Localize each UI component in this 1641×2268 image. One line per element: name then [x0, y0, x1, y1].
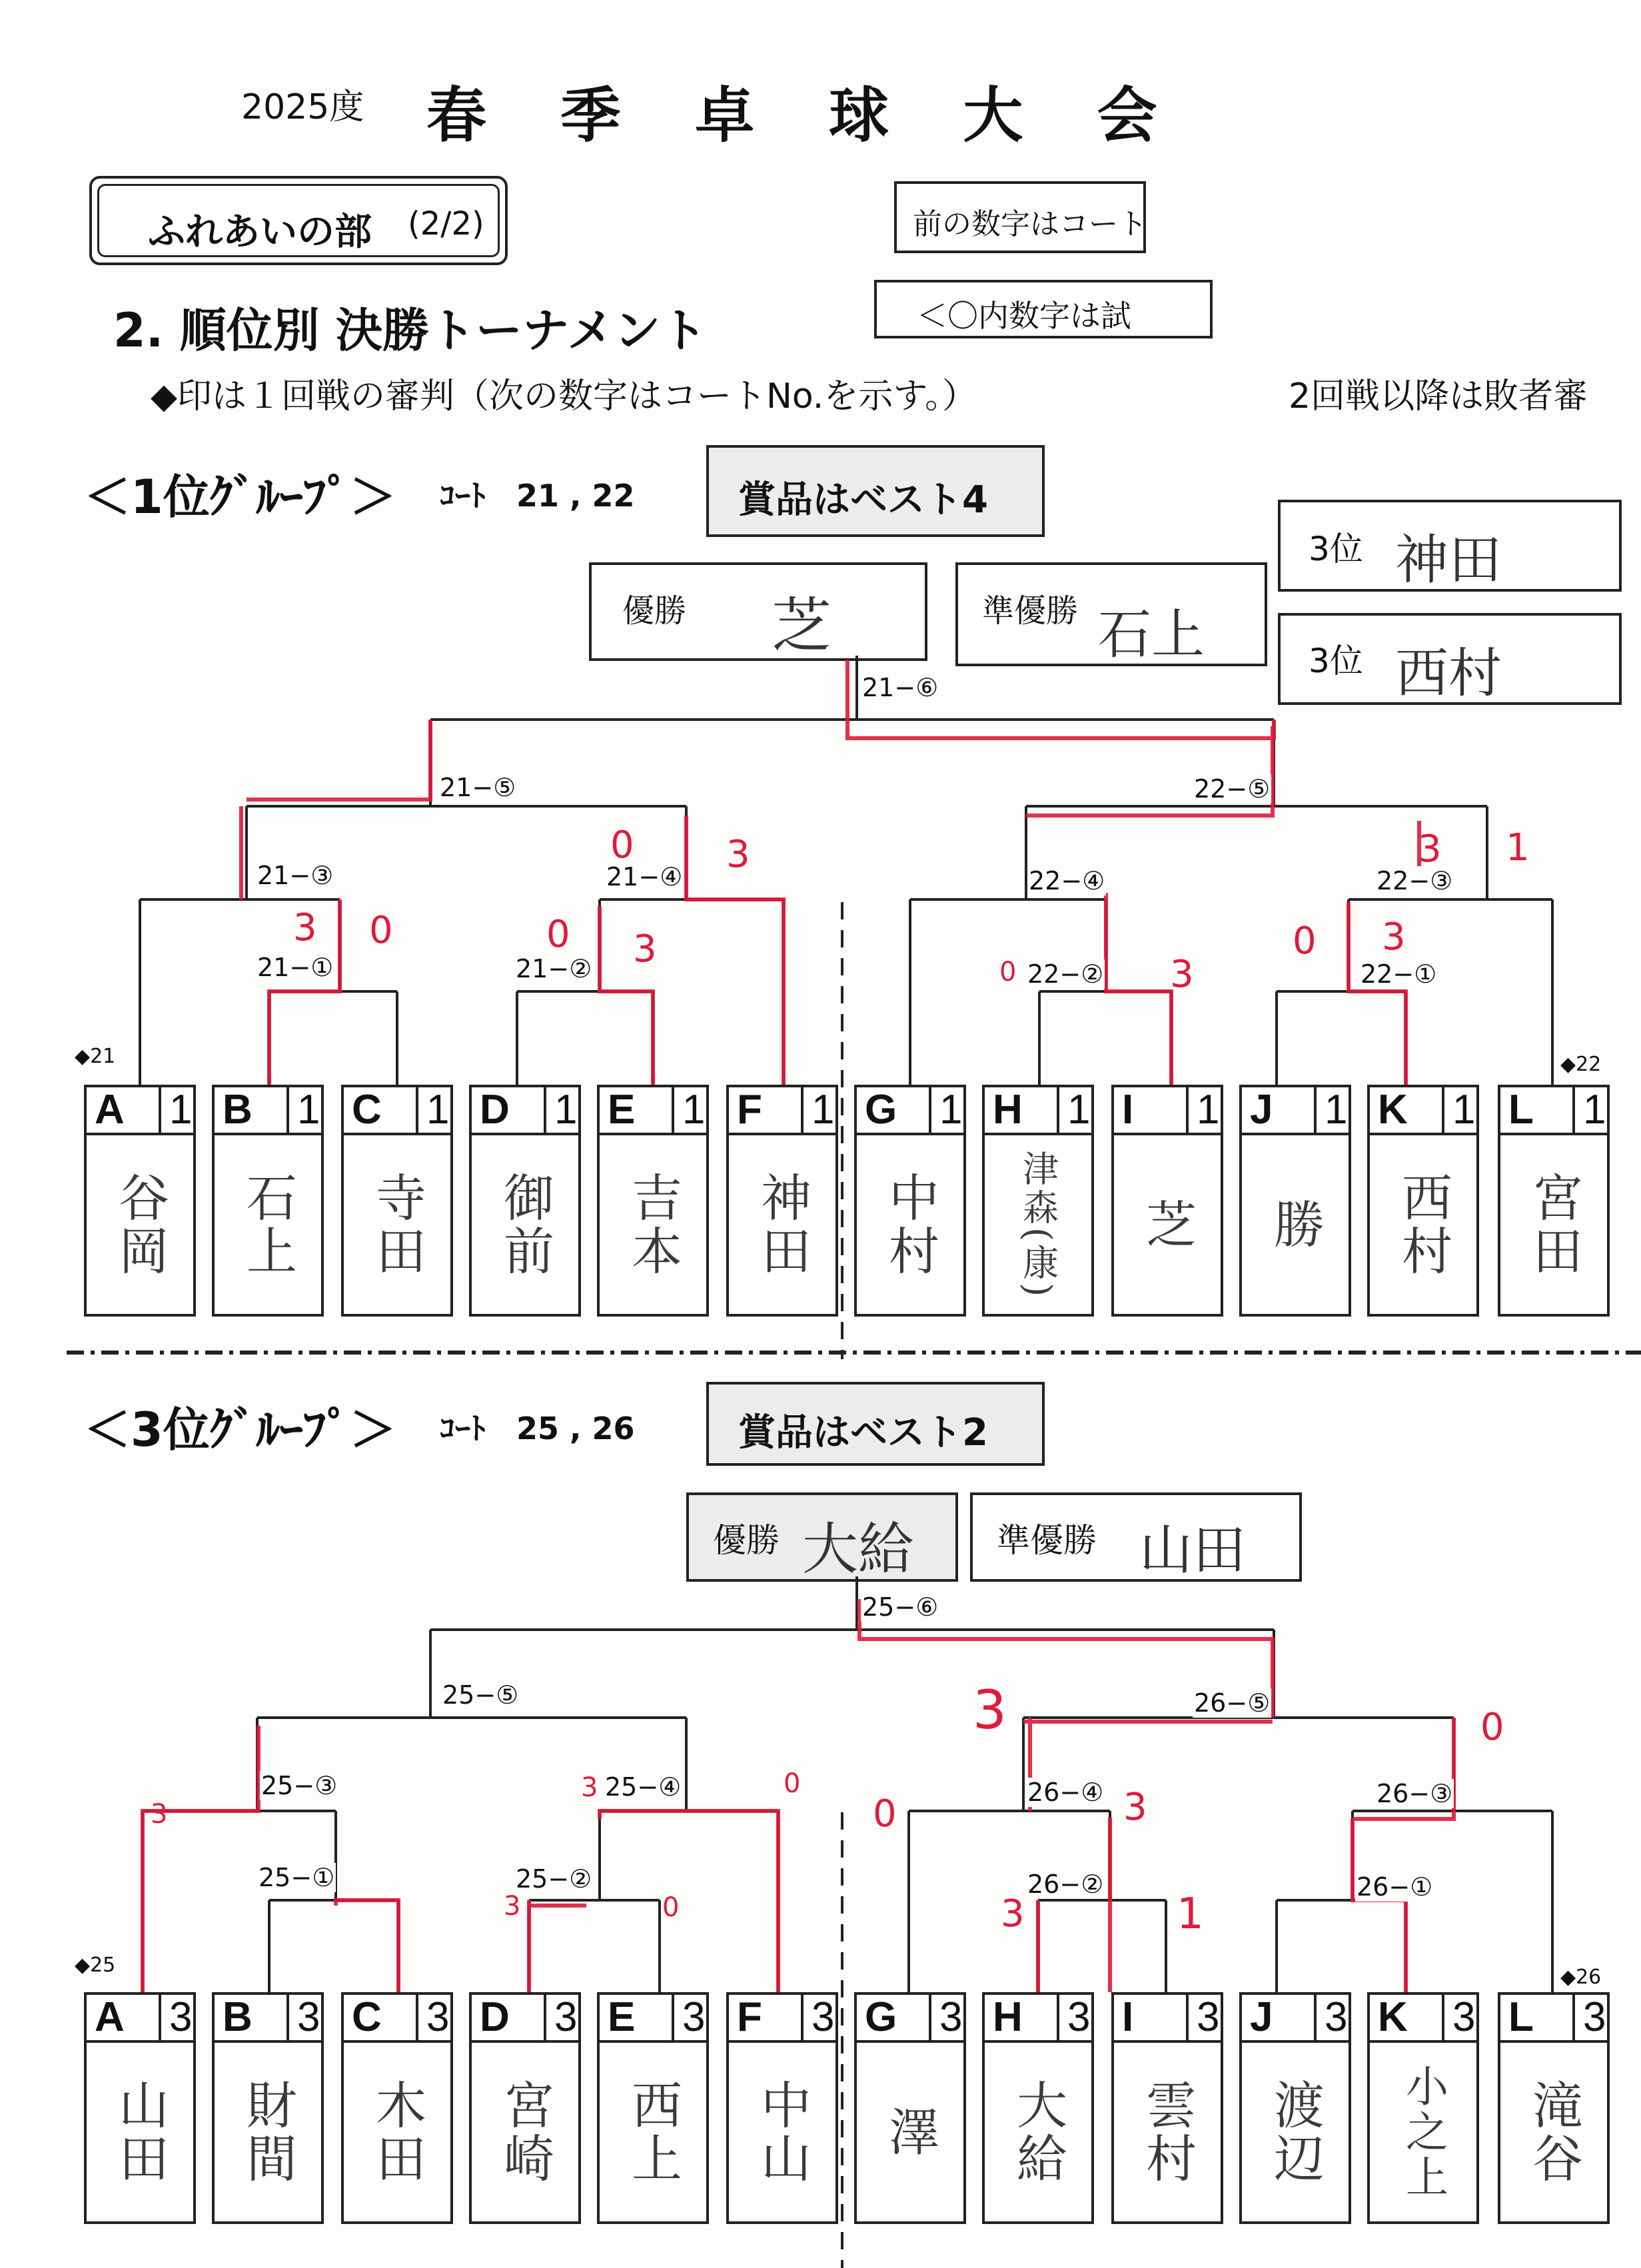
g3-match-r1d: 26−①: [1357, 1872, 1433, 1902]
g3-player-d-letter: D: [480, 1994, 510, 2040]
g3-score-4: 0: [784, 1768, 801, 1799]
group3-title: ＜3位ｸﾞﾙｰﾌﾟ＞: [84, 1403, 396, 1457]
g1-score-7: 0: [999, 957, 1017, 987]
g1-player-c-name: 寺田: [367, 1171, 427, 1278]
g1-player-h-letter: H: [993, 1087, 1023, 1133]
section-title: 2. 順位別 決勝トーナメント: [113, 303, 708, 358]
g1-referee-left: ◆21: [75, 1045, 116, 1068]
g3-player-h-name: 大給: [1008, 2079, 1068, 2185]
g1-player-i-letter: I: [1122, 1087, 1134, 1133]
g1-score-2: 0: [369, 909, 393, 952]
group1-courts: ｺｰﾄ 21 , 22: [440, 478, 635, 514]
g1-player-j-letter: J: [1250, 1087, 1273, 1133]
g3-score-6: 3: [1123, 1786, 1147, 1829]
g3-score-5: 0: [873, 1792, 897, 1836]
g3-player-f-rank: 3: [812, 1994, 835, 2040]
g3-player-c-letter: C: [352, 1994, 382, 2040]
g3-player-f-name: 中山: [752, 2079, 812, 2185]
g3-match-r1b: 25−②: [516, 1864, 592, 1894]
g3-player-h-rank: 3: [1067, 1994, 1091, 2040]
g1-score-12: 1: [1506, 826, 1530, 869]
g1-player-f-letter: F: [737, 1087, 762, 1133]
g3-player-a-rank: 3: [169, 1994, 193, 2040]
g3-match-semi-right: 26−⑤: [1194, 1688, 1271, 1718]
g1-score-11: 3: [1418, 828, 1442, 871]
division-label: ふれあいの部: [148, 211, 372, 254]
g1-player-d-rank: 1: [554, 1087, 578, 1133]
g3-player-l-rank: 3: [1583, 1994, 1606, 2040]
g3-player-h: [982, 1992, 1094, 2224]
g3-player-j: [1239, 1992, 1351, 2224]
g3-player-k-letter: K: [1378, 1994, 1408, 2040]
group1-title: ＜1位ｸﾞﾙｰﾌﾟ＞: [84, 470, 396, 524]
g1-player-e-letter: E: [608, 1087, 636, 1133]
g1-score-1: 3: [293, 906, 317, 949]
g1-player-k-letter: K: [1378, 1087, 1408, 1133]
group1-third1-label: 3位: [1309, 530, 1363, 568]
g1-player-a-letter: A: [95, 1087, 125, 1133]
instruction-right: 2回戦以降は敗者審: [1289, 376, 1588, 416]
g1-match-r1d: 22−①: [1361, 959, 1437, 989]
g3-match-qf2: 25−④: [605, 1772, 682, 1802]
g3-match-qf3: 26−④: [1027, 1778, 1104, 1807]
g1-player-h-name: 津森(康): [1017, 1149, 1059, 1300]
g3-player-b-letter: B: [223, 1994, 253, 2040]
g1-match-r1a: 21−①: [257, 953, 334, 982]
g3-player-k: [1367, 1992, 1479, 2224]
g3-referee-right: ◆26: [1560, 1966, 1602, 1989]
g3-player-g-name: 澤: [880, 2105, 940, 2159]
g1-player-l-rank: 1: [1583, 1087, 1606, 1133]
year-label: 2025度: [241, 87, 364, 127]
g3-player-i-name: 雲村: [1137, 2079, 1197, 2185]
tournament-title: 春 季 卓 球 大 会: [426, 81, 1184, 151]
g1-match-r1c: 22−②: [1027, 959, 1104, 989]
g3-match-qf1: 25−③: [261, 1771, 338, 1800]
g3-player-e-rank: 3: [682, 1994, 706, 2040]
g1-player-k-name: 西村: [1393, 1171, 1453, 1278]
g3-referee-left: ◆25: [75, 1954, 116, 1977]
g1-score-8: 3: [1170, 953, 1194, 996]
g3-player-e-letter: E: [608, 1994, 636, 2040]
g3-player-d: [469, 1992, 581, 2224]
g3-player-l-letter: L: [1508, 1994, 1534, 2040]
g1-player-l-name: 宮田: [1524, 1171, 1584, 1278]
g1-player-h-rank: 1: [1067, 1087, 1091, 1133]
g1-score-3: 0: [610, 824, 634, 867]
g3-player-c-name: 木田: [367, 2079, 427, 2185]
g1-match-semi-left: 21−⑤: [440, 773, 516, 802]
g3-player-e-name: 西上: [623, 2079, 683, 2185]
g1-player-f-rank: 1: [812, 1087, 835, 1133]
g1-score-4: 3: [726, 833, 750, 876]
circle-note: ＜〇内数字は試: [917, 298, 1131, 334]
g3-score-7: 3: [1001, 1892, 1025, 1936]
g1-player-j-name: 勝: [1265, 1198, 1325, 1251]
g3-score-1: 3: [973, 1679, 1007, 1741]
g3-player-a-letter: A: [95, 1994, 125, 2040]
group3-prize-label: 賞品はベスト2: [738, 1411, 988, 1454]
g3-score-3: 3: [581, 1772, 598, 1803]
g1-player-b-name: 石上: [238, 1171, 298, 1278]
group1-runnerup-name: 石上: [1098, 604, 1205, 666]
g3-score-2: 0: [1480, 1706, 1504, 1749]
g3-player-b-rank: 3: [297, 1994, 320, 2040]
g1-player-b-letter: B: [223, 1087, 253, 1133]
g1-player-d-letter: D: [480, 1087, 510, 1133]
group1-runnerup-label: 準優勝: [982, 592, 1079, 630]
g1-player-b-rank: 1: [297, 1087, 320, 1133]
g3-player-c-rank: 3: [426, 1994, 450, 2040]
g1-score-5: 0: [546, 913, 570, 956]
g1-score-10: 3: [1382, 915, 1406, 959]
g3-player-b: [212, 1992, 324, 2224]
g1-player-f-name: 神田: [752, 1171, 812, 1278]
g3-match-r1a: 25−①: [259, 1863, 335, 1892]
g1-player-i-rank: 1: [1197, 1087, 1220, 1133]
g3-player-l: [1498, 1992, 1610, 2224]
g3-match-r1c: 26−②: [1027, 1870, 1104, 1899]
g3-player-g-rank: 3: [939, 1994, 963, 2040]
g1-match-final: 21−⑥: [862, 673, 939, 702]
g3-player-f: [726, 1992, 838, 2224]
g1-match-r1b: 21−②: [516, 954, 592, 983]
group1-winner-label: 優勝: [622, 592, 687, 630]
group1-prize-label: 賞品はベスト4: [738, 478, 988, 522]
group1-third2-label: 3位: [1309, 642, 1363, 680]
g1-match-qf4: 22−③: [1376, 866, 1453, 895]
g1-player-l-letter: L: [1508, 1087, 1534, 1133]
group1-winner-name: 芝: [772, 591, 831, 661]
g3-player-i: [1111, 1992, 1223, 2224]
g3-player-d-rank: 3: [554, 1994, 578, 2040]
group3-winner-name: 大給: [802, 1516, 915, 1582]
g1-referee-right: ◆22: [1560, 1053, 1602, 1076]
g1-match-qf1: 21−③: [257, 861, 334, 890]
g1-player-g-name: 中村: [880, 1171, 940, 1278]
group3-winner-label: 優勝: [713, 1521, 780, 1560]
g1-player-i-name: 芝: [1137, 1198, 1197, 1251]
g3-player-j-rank: 3: [1325, 1994, 1348, 2040]
group3-runnerup-label: 準優勝: [997, 1521, 1097, 1560]
g1-player-e-rank: 1: [682, 1087, 706, 1133]
g1-player-k-rank: 1: [1452, 1087, 1476, 1133]
g3-player-j-letter: J: [1250, 1994, 1273, 2040]
g3-match-qf4: 26−③: [1376, 1779, 1453, 1808]
g3-player-f-letter: F: [737, 1994, 762, 2040]
g3-score-9: 3: [504, 1891, 521, 1922]
group3-courts: ｺｰﾄ 25 , 26: [440, 1411, 635, 1446]
g3-player-a: [84, 1992, 196, 2224]
g1-match-qf3: 22−④: [1029, 866, 1105, 895]
g3-player-g-letter: G: [865, 1994, 897, 2040]
g3-score-10: 0: [662, 1892, 680, 1923]
g3-player-k-name: 小之上: [1398, 2064, 1448, 2200]
g3-player-l-name: 滝谷: [1524, 2079, 1584, 2185]
g3-player-i-letter: I: [1122, 1994, 1134, 2040]
g3-player-a-name: 山田: [110, 2079, 170, 2185]
g1-score-6: 3: [633, 927, 657, 971]
g1-match-qf2: 21−④: [606, 862, 683, 891]
g1-player-g-letter: G: [865, 1087, 897, 1133]
g1-player-a-rank: 1: [169, 1087, 193, 1133]
g3-player-e: [597, 1992, 709, 2224]
g3-match-semi-left: 25−⑤: [442, 1680, 519, 1710]
group1-third2-name: 西村: [1395, 642, 1502, 704]
g1-match-semi-right: 22−⑤: [1194, 774, 1271, 804]
g3-match-final: 25−⑥: [862, 1592, 939, 1622]
g3-player-k-rank: 3: [1452, 1994, 1476, 2040]
g3-player-i-rank: 3: [1197, 1994, 1220, 2040]
g3-score-8: 1: [1177, 1890, 1204, 1939]
g1-player-g-rank: 1: [939, 1087, 963, 1133]
g1-player-e-name: 吉本: [623, 1171, 683, 1278]
division-part: (2/2): [408, 205, 484, 243]
g3-player-d-name: 宮崎: [495, 2079, 555, 2185]
g1-player-d-name: 御前: [495, 1171, 555, 1278]
g3-player-c: [341, 1992, 453, 2224]
group3-runnerup-name: 山田: [1139, 1519, 1246, 1581]
court-note: 前の数字はコート: [913, 207, 1147, 241]
g3-player-b-name: 財間: [238, 2079, 298, 2185]
g3-score-11: 3: [151, 1799, 168, 1830]
g1-score-9: 0: [1293, 919, 1317, 963]
g3-player-h-letter: H: [993, 1994, 1023, 2040]
g3-player-g: [854, 1992, 966, 2224]
g3-player-j-name: 渡辺: [1265, 2079, 1325, 2185]
g1-player-j-rank: 1: [1325, 1087, 1348, 1133]
g1-player-c-rank: 1: [426, 1087, 450, 1133]
instruction-text: ◆印は１回戦の審判（次の数字はコートNo.を示す。）: [151, 376, 977, 416]
g1-player-a-name: 谷岡: [110, 1171, 170, 1278]
g1-player-c-letter: C: [352, 1087, 382, 1133]
group1-third1-name: 神田: [1395, 529, 1502, 591]
